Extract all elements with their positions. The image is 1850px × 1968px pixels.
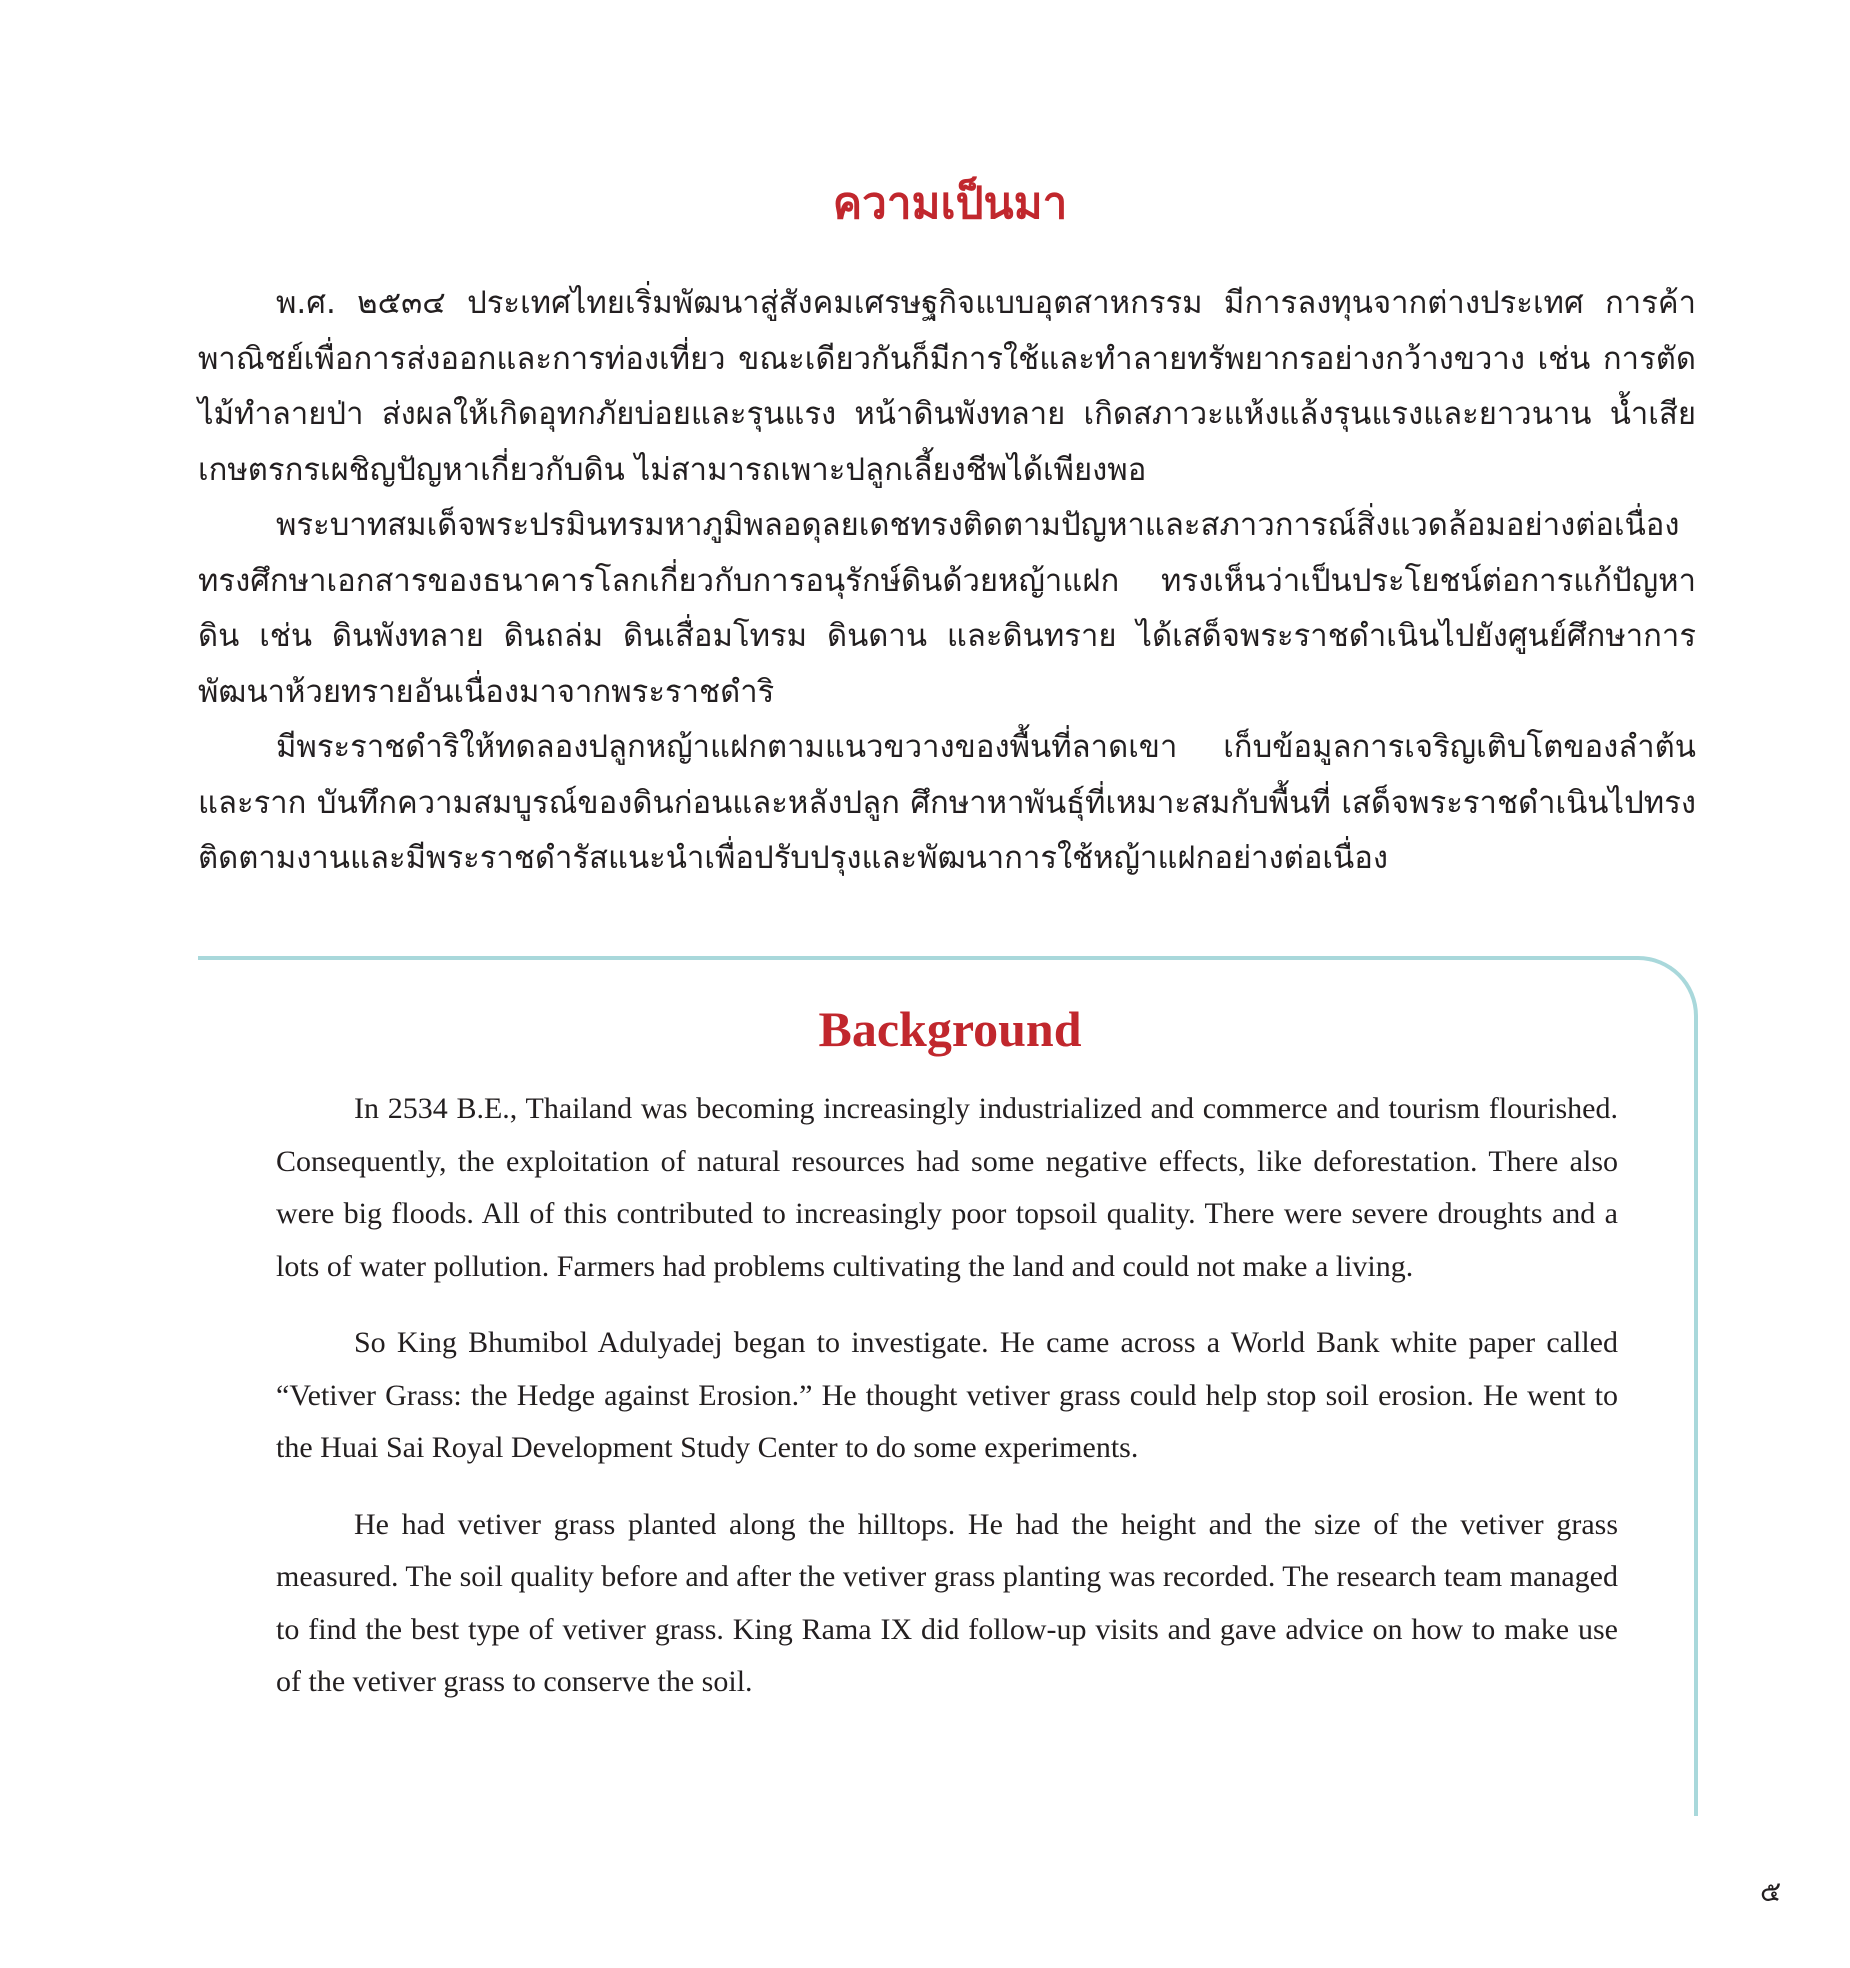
english-section-title: Background [818,1001,1082,1057]
page-number: ๕ [1760,1875,1782,1908]
thai-section-title: ความเป็นมา [832,178,1068,229]
english-paragraph-1: In 2534 B.E., Thailand was becoming increasingly industrialized and commerce and tourism flourished. Consequently, the exploitation of natural resources had some negative effects, like deforestation. There also were big floods. All of this contributed to increasingly poor topsoil quality. There were severe droughts and a lots of water pollution. Farmers had problems cultivating the land and could not make a living. [276,1092,1618,1283]
thai-section-body [198,276,1696,887]
english-paragraph-3: He had vetiver grass planted along the hilltops. He had the height and the size of the vetiver grass measured. The soil quality before and after the vetiver grass planting was recorded. The research team managed to find the best type of vetiver grass. King Rama IX did follow-up visits and gave advice on how to make use of the vetiver grass to conserve the soil. [276,1507,1618,1698]
thai-paragraph-1: พ.ศ. ๒๕๓๔ ประเทศไทยเริ่มพัฒนาสู่สังคมเศรษฐกิจแบบอุตสาหกรรม มีการลงทุนจากต่างประเทศ การค้าพาณิชย์เพื่อการส่งออกและการท่องเที่ยว ขณะเดียวกันก็มีการใช้และทำลายทรัพยากรอย่างกว้างขวาง เช่น การตัดไม้ทำลายป่า ส่งผลให้เกิดอุทกภัยบ่อยและรุนแรง หน้าดินพังทลาย เกิดสภาวะแห้งแล้งรุนแรงและยาวนาน น้ำเสีย เกษตรกรเผชิญปัญหาเกี่ยวกับดิน ไม่สามารถเพาะปลูกเลี้ยงชีพได้เพียงพอ [198,285,1696,488]
english-paragraph-2: So King Bhumibol Adulyadej began to investigate. He came across a World Bank white paper called “Vetiver Grass: the Hedge against Erosion.” He thought vetiver grass could help stop soil erosion. He went to the Huai Sai Royal Development Study Center to do some experiments. [276,1326,1618,1464]
english-section-body [276,1083,1618,1733]
thai-paragraph-2: พระบาทสมเด็จพระปรมินทรมหาภูมิพลอดุลยเดชทรงติดตามปัญหาและสภาวการณ์สิ่งแวดล้อมอย่างต่อเนื่อง ทรงศึกษาเอกสารของธนาคารโลกเกี่ยวกับการอนุรักษ์ดินด้วยหญ้าแฝก ทรงเห็นว่าเป็นประโยชน์ต่อการแก้ปัญหาดิน เช่น ดินพังทลาย ดินถล่ม ดินเสื่อมโทรม ดินดาน และดินทราย ได้เสด็จพระราชดำเนินไปยังศูนย์ศึกษาการพัฒนาห้วยทรายอันเนื่องมาจากพระราชดำริ [198,507,1696,710]
thai-paragraph-3: มีพระราชดำริให้ทดลองปลูกหญ้าแฝกตามแนวขวางของพื้นที่ลาดเขา เก็บข้อมูลการเจริญเติบโตของลำต้นและราก บันทึกความสมบูรณ์ของดินก่อนและหลังปลูก ศึกษาหาพันธุ์ที่เหมาะสมกับพื้นที่ เสด็จพระราชดำเนินไปทรงติดตามงานและมีพระราชดำรัสแนะนำเพื่อปรับปรุงและพัฒนาการใช้หญ้าแฝกอย่างต่อเนื่อง [198,729,1696,876]
